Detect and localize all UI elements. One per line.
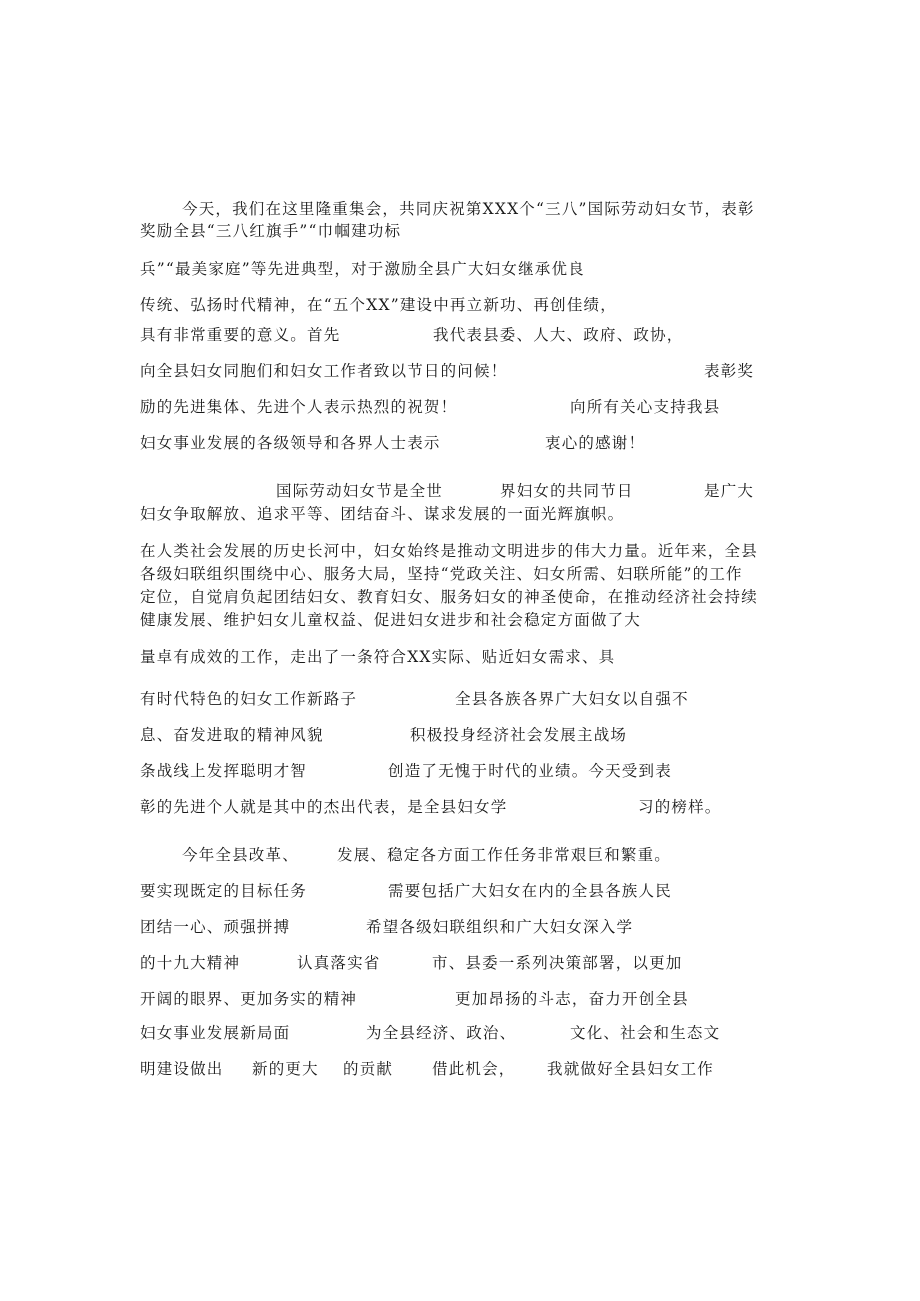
text-line: 创造了无愧于时代的业绩。今天受到表 [388,762,672,780]
text-line: 文化、社会和生态文 [570,1024,721,1042]
text-line: 的十九大精神 [140,954,241,972]
text-line: 具有非常重要的意义。首先 [140,326,341,344]
text-line: 界妇女的共同节日 [500,482,634,500]
text-line: 团结一心、顽强拼搏 [140,918,291,936]
text-line: 新的更大 [252,1060,319,1078]
text-line: 更加昂扬的斗志，奋力开创全县 [455,990,689,1008]
text-line: 条战线上发挥聪明才智 [140,762,308,780]
text-line: 定位，自觉肩负起团结妇女、教育妇女、服务妇女的神圣使命，在推动经济社会持续 [140,588,758,606]
text-line: 我就做好全县妇女工作 [547,1060,715,1078]
text-line: 积极投身经济社会发展主战场 [410,726,628,744]
text-line: 有时代特色的妇女工作新路子 [140,690,358,708]
text-line: 是广大 [704,482,755,500]
text-line: 要实现既定的目标任务 [140,882,308,900]
text-line: 今天，我们在这里隆重集会，共同庆祝第XXX个“三八”国际劳动妇女节，表彰 [182,200,755,218]
text-line: 明建设做出 [140,1060,224,1078]
text-line: 息、奋发进取的精神风貌 [140,726,324,744]
text-line: 全县各族各界广大妇女以自强不 [455,690,689,708]
text-line: 今年全县改革、 [182,846,299,864]
text-line: 的贡献 [343,1060,394,1078]
text-line: 认真落实省 [297,954,381,972]
text-line: 妇女争取解放、追求平等、团结奋斗、谋求发展的一面光辉旗帜。 [140,505,625,523]
text-line: 衷心的感谢！ [545,434,646,452]
text-line: 希望各级妇联组织和广大妇女深入学 [366,918,634,936]
text-line: 发展、稳定各方面工作任务非常艰巨和繁重。 [337,846,672,864]
text-line: 量卓有成效的工作，走出了一条符合XX实际、贴近妇女需求、具 [140,648,616,666]
text-line: 奖励全县“三八红旗手”“巾帼建功标 [140,222,402,240]
text-line: 开阔的眼界、更加务实的精神 [140,990,358,1008]
text-line: 借此机会， [432,1060,516,1078]
text-line: 励的先进集体、先进个人表示热烈的祝贺！ [140,398,458,416]
text-line: 妇女事业发展的各级领导和各界人士表示 [140,434,441,452]
text-line: 向所有关心支持我县 [570,398,721,416]
text-line: 健康发展、维护妇女儿童权益、促进妇女进步和社会稳定方面做了大 [140,611,642,629]
text-line: 兵”“最美家庭”等先进典型，对于激励全县广大妇女继承优良 [140,260,585,278]
text-line: 为全县经济、政治、 [366,1024,517,1042]
text-line: 需要包括广大妇女在内的全县各族人民 [388,882,672,900]
text-line: 习的榜样。 [638,798,722,816]
text-line: 向全县妇女同胞们和妇女工作者致以节日的问候！ [140,362,508,380]
text-line: 表彰奖 [704,362,755,380]
text-line: 我代表县委、人大、政府、政协， [433,326,684,344]
text-line: 各级妇联组织围绕中心、服务大局，坚持“党政关注、妇女所需、妇联所能”的工作 [140,565,743,583]
text-line: 在人类社会发展的历史长河中，妇女始终是推动文明进步的伟大力量。近年来，全县 [140,542,758,560]
text-line: 彰的先进个人就是其中的杰出代表，是全县妇女学 [140,798,508,816]
text-line: 传统、弘扬时代精神，在“五个XX”建设中再立新功、再创佳绩， [140,296,617,314]
text-line: 妇女事业发展新局面 [140,1024,291,1042]
text-line: 市、县委一系列决策部署，以更加 [432,954,683,972]
text-line: 国际劳动妇女节是全世 [276,482,444,500]
